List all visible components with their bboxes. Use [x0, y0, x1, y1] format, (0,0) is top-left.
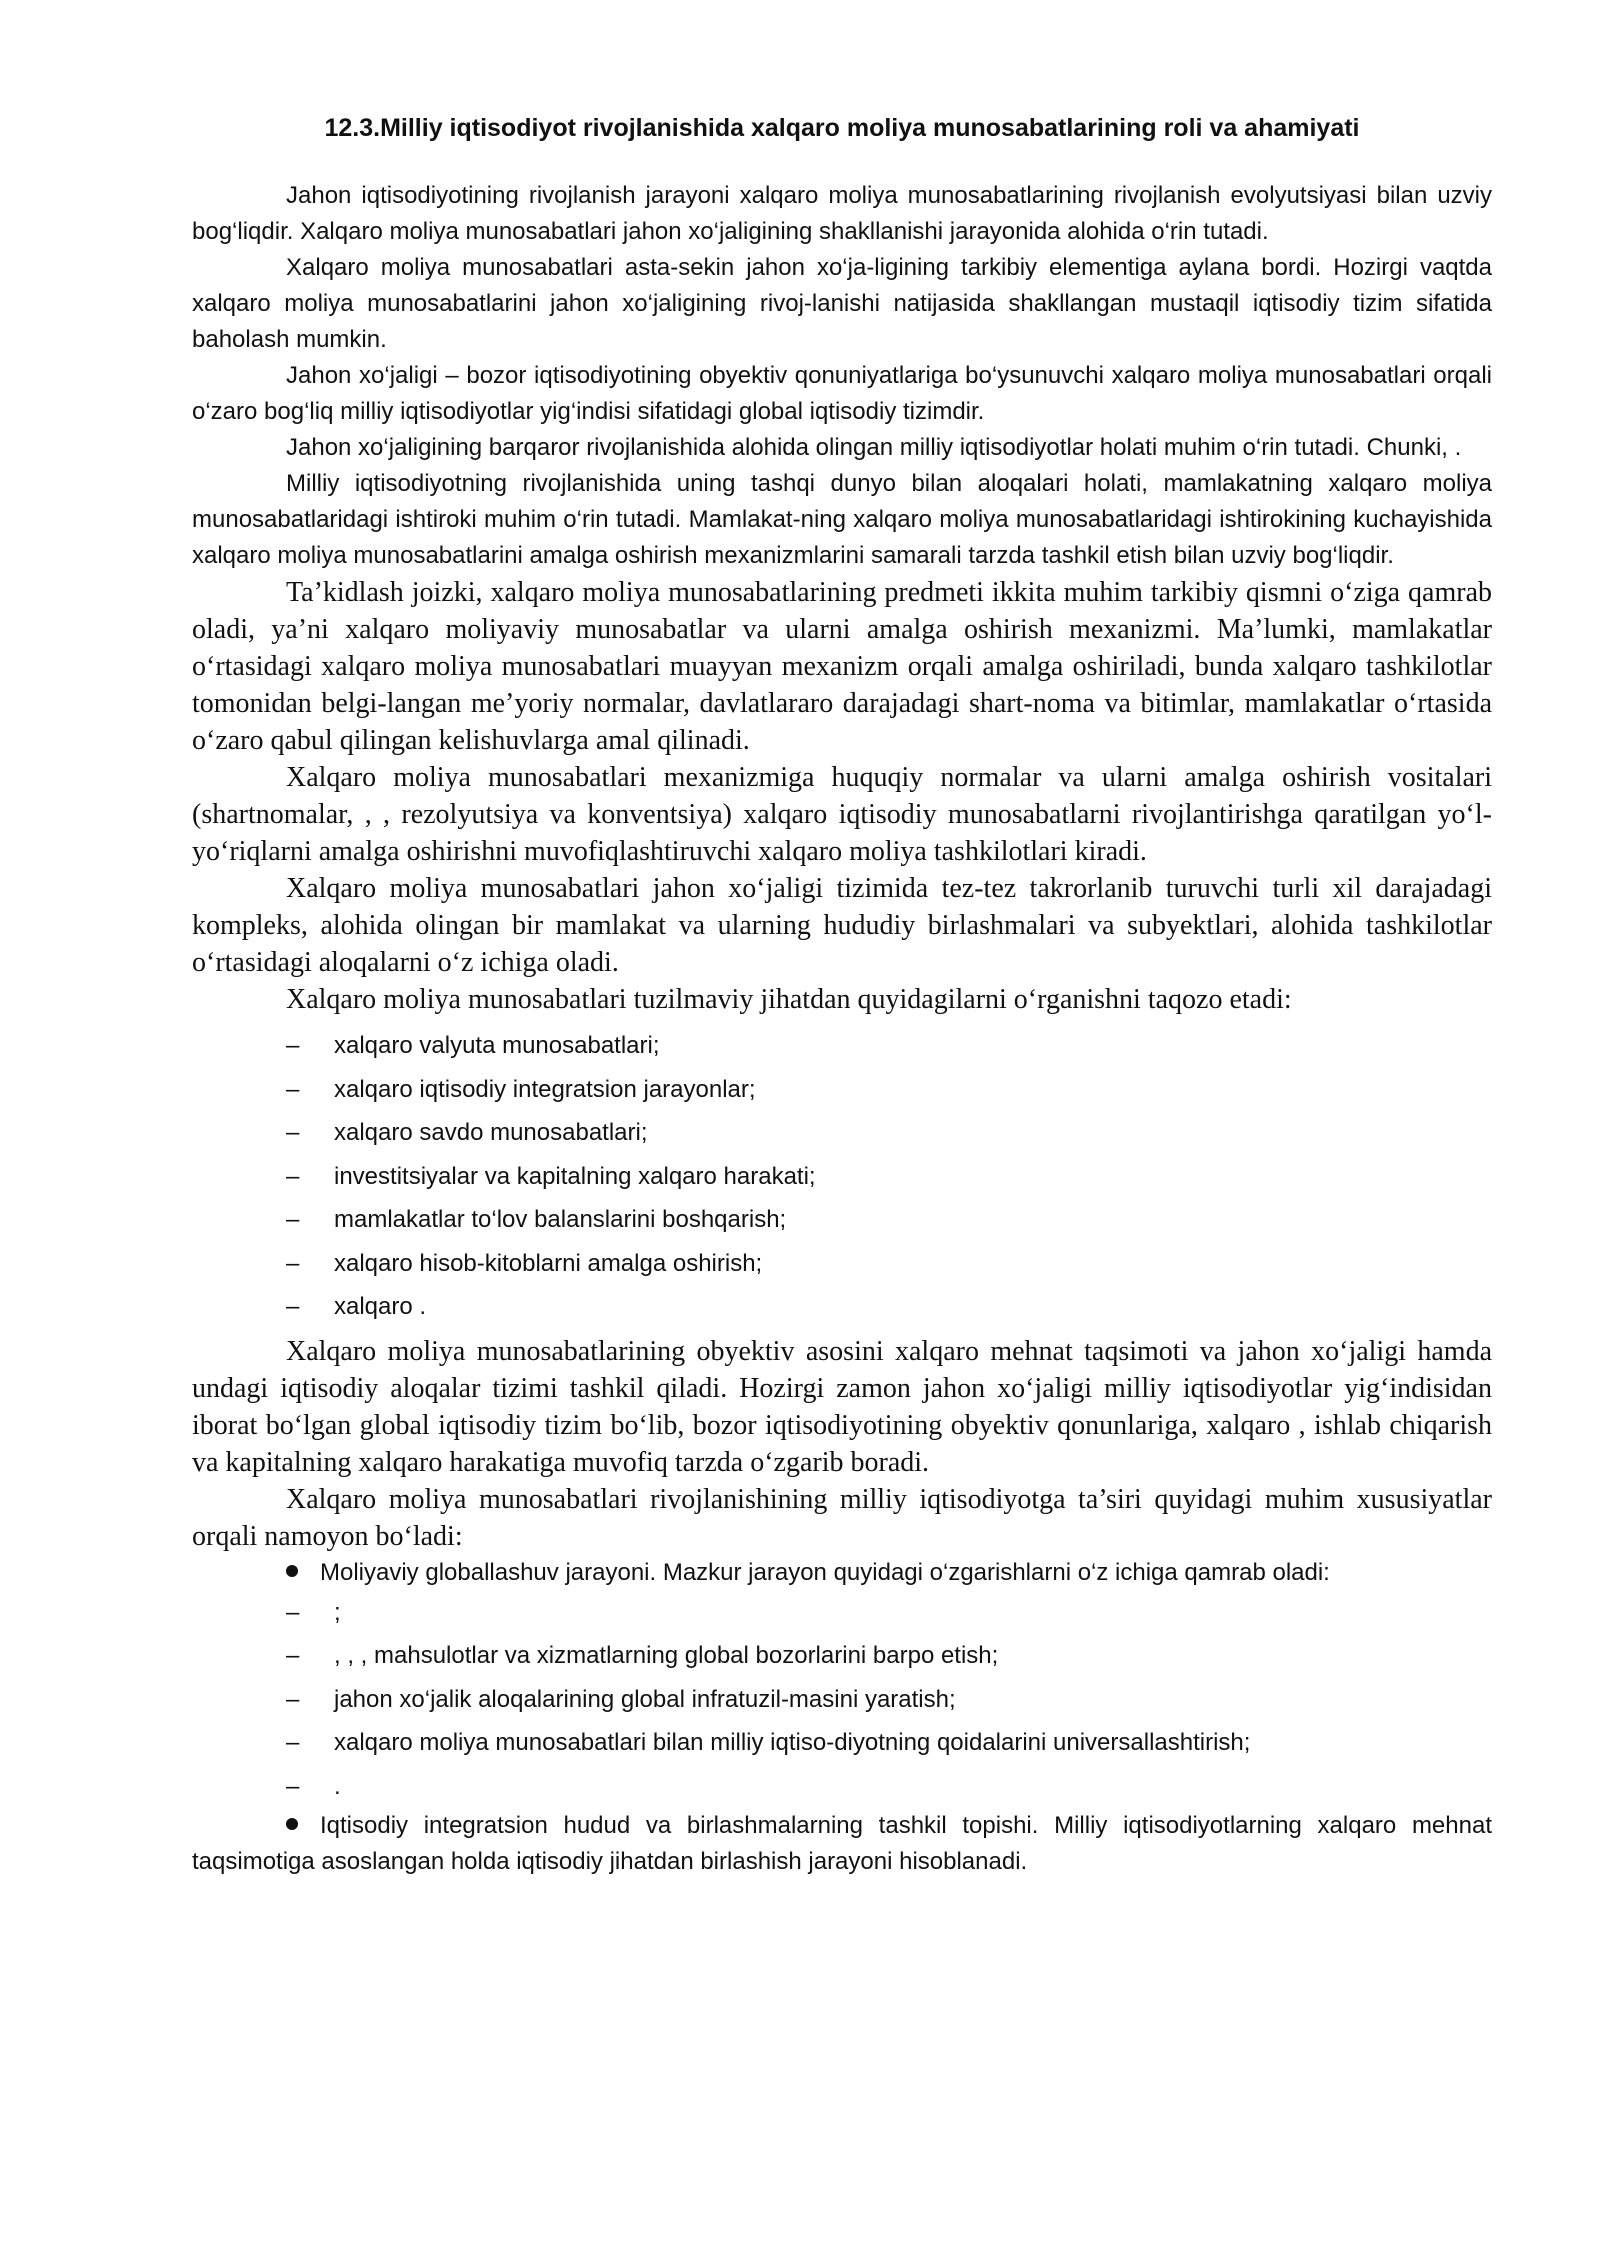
document-page: [192, 112, 1492, 1880]
list-item-text: jahon xo‘jalik aloqalarining global infratuzil-masini yaratish;: [334, 1685, 956, 1713]
list-item-text: mamlakatlar to‘lov balanslarini boshqarish;: [334, 1206, 787, 1233]
paragraph: Xalqaro moliya munosabatlari asta-sekin jahon xo‘ja-ligining tarkibiy elementiga aylana bordi. Hozirgi vaqtda xalqaro moliya munosabatlarini jahon xo‘jaligining rivoj-lanishi natijasida shakllangan mustaqil iqtisodiy tizim sifatida baholash mumkin.: [192, 254, 1492, 353]
list-item: [192, 1198, 1492, 1242]
list-item-text: .: [334, 1772, 341, 1800]
list-item-text: investitsiyalar va kapitalning xalqaro harakati;: [334, 1162, 816, 1190]
list-item: [192, 1111, 1492, 1155]
dash-marker: –: [286, 1772, 300, 1800]
paragraph: Xalqaro moliya munosabatlarining obyektiv asosini xalqaro mehnat taqsimoti va jahon xo‘jaligi hamda undagi iqtisodiy aloqalar tizimi tashkil qiladi. Hozirgi zamon jahon xo‘jaligi milliy iqtisodiyotlar yig‘indisidan iborat bo‘lgan global iqtisodiy tizim bo‘lib, bozor iqtisodiyotining obyektiv qonunlariga, xalqaro , ishlab chiqarish va kapitalning xalqaro harakatiga muvofiq tarzda o‘zgarib boradi.: [192, 1335, 1492, 1478]
list-item: [192, 1721, 1492, 1765]
dash-marker: –: [286, 1293, 300, 1320]
bullet-dot-icon: [286, 1818, 298, 1830]
paragraph: Xalqaro moliya munosabatlari rivojlanishining milliy iqtisodiyotga ta’siri quyidagi muhim xususiyatlar orqali namoyon bo‘ladi:: [192, 1483, 1492, 1552]
section-title: 12.3.Milliy iqtisodiyot rivojlanishida xalqaro moliya munosabatlarining roli va ahamiyati: [324, 114, 1360, 142]
dash-marker: –: [286, 1119, 300, 1146]
paragraph: Xalqaro moliya munosabatlari jahon xo‘jaligi tizimida tez-tez takrorlanib turuvchi turli xil darajadagi kompleks, alohida olingan bir mamlakat va ularning hududiy birlashmalari va subyektlari, alohida tashkilotlar o‘rtasidagi aloqalarni o‘z ichiga oladi.: [192, 873, 1492, 978]
list-item-text: , , , mahsulotlar va xizmatlarning global bozorlarini barpo etish;: [334, 1642, 999, 1669]
bullet-dot-icon: [286, 1565, 298, 1577]
globalization-list: [192, 1591, 1492, 1809]
list-item-text: xalqaro .: [334, 1293, 427, 1320]
list-item: [192, 1678, 1492, 1722]
dash-marker: –: [286, 1032, 300, 1059]
list-item-text: xalqaro iqtisodiy integratsion jarayonlar;: [334, 1075, 756, 1103]
paragraph: Ta’kidlash joizki, xalqaro moliya munosabatlarining predmeti ikkita muhim tarkibiy qismni o‘ziga qamrab oladi, ya’ni xalqaro moliyaviy munosabatlar va ularni amalga oshirish mexanizmi. Ma’lumki, mamlakatlar o‘rtasidagi xalqaro moliya munosabatlari muayyan mexanizm orqali amalga oshiriladi, bunda xalqaro tashkilotlar tomonidan belgi-langan me’yoriy normalar, davlatlararo darajadagi shart-noma va bitimlar, mamlakatlar o‘rtasida o‘zaro qabul qilingan kelishuvlarga amal qilinadi.: [192, 577, 1492, 756]
bullet-item: [192, 1808, 1492, 1880]
list-item: [192, 1634, 1492, 1678]
dash-marker: –: [286, 1729, 300, 1756]
list-item: [192, 1591, 1492, 1635]
paragraph: Jahon xo‘jaligining barqaror rivojlanishida alohida olingan milliy iqtisodiyotlar holati muhim o‘rin tutadi. Chunki, .: [286, 434, 1462, 461]
dash-marker: –: [286, 1642, 300, 1669]
list-item-text: xalqaro valyuta munosabatlari;: [334, 1032, 660, 1059]
dash-marker: –: [286, 1162, 300, 1190]
structure-list: [192, 1024, 1492, 1329]
dash-marker: –: [286, 1249, 300, 1277]
paragraph: Milliy iqtisodiyotning rivojlanishida uning tashqi dunyo bilan aloqalari holati, mamlakatning xalqaro moliya munosabatlaridagi ishtiroki muhim o‘rin tutadi. Mamlakat-ning xalqaro moliya munosabatlaridagi ishtirokining kuchayishida xalqaro moliya munosabatlarini amalga oshirish mexanizmlarini samarali tarzda tashkil etish bilan uzviy bog‘liqdir.: [192, 470, 1492, 569]
bullet-item-text: Moliyaviy globallashuv jarayoni. Mazkur jarayon quyidagi o‘zgarishlarni o‘z ichiga qamrab oladi:: [320, 1558, 1330, 1586]
list-item: [192, 1765, 1492, 1809]
dash-marker: –: [286, 1206, 300, 1233]
list-item: [192, 1068, 1492, 1112]
dash-marker: –: [286, 1685, 300, 1713]
list-item: [192, 1242, 1492, 1286]
list-item-text: xalqaro savdo munosabatlari;: [334, 1119, 648, 1146]
list-item: [192, 1024, 1492, 1068]
paragraph: Xalqaro moliya munosabatlari mexanizmiga huquqiy normalar va ularni amalga oshirish vositalari (shartnomalar, , , rezolyutsiya va konventsiya) xalqaro iqtisodiy munosabatlarni rivojlantirishga qaratilgan yo‘l-yo‘riqlarni amalga oshirishni muvofiqlashtiruvchi xalqaro moliya tashkilotlari kiradi.: [192, 762, 1492, 867]
paragraph: Jahon iqtisodiyotining rivojlanish jarayoni xalqaro moliya munosabatlarining rivojlanish evolyutsiyasi bilan uzviy bog‘liqdir. Xalqaro moliya munosabatlari jahon xo‘jaligining shakllanishi jarayonida alohida o‘rin tutadi.: [192, 182, 1492, 245]
list-item: [192, 1155, 1492, 1199]
paragraph: Xalqaro moliya munosabatlari tuzilmaviy jihatdan quyidagilarni o‘rganishni taqozo etadi:: [286, 984, 1292, 1015]
list-item: [192, 1285, 1492, 1329]
dash-marker: –: [286, 1075, 300, 1103]
dash-marker: –: [286, 1598, 300, 1626]
list-item-text: xalqaro moliya munosabatlari bilan milliy iqtiso-diyotning qoidalarini universallashtirish;: [334, 1729, 1251, 1756]
bullet-item-text: Iqtisodiy integratsion hudud va birlashmalarning tashkil topishi. Milliy iqtisodiyotlarning xalqaro mehnat taqsimotiga asoslangan holda iqtisodiy jihatdan birlashish jarayoni hisoblanadi.: [192, 1812, 1492, 1875]
list-item-text: xalqaro hisob-kitoblarni amalga oshirish;: [334, 1249, 763, 1277]
paragraph: Jahon xo‘jaligi – bozor iqtisodiyotining obyektiv qonuniyatlariga bo‘ysunuvchi xalqaro moliya munosabatlari orqali o‘zaro bog‘liq milliy iqtisodiyotlar yig‘indisi sifatidagi global iqtisodiy tizimdir.: [192, 362, 1492, 425]
bullet-item: [192, 1555, 1492, 1591]
list-item-text: ;: [334, 1598, 341, 1626]
